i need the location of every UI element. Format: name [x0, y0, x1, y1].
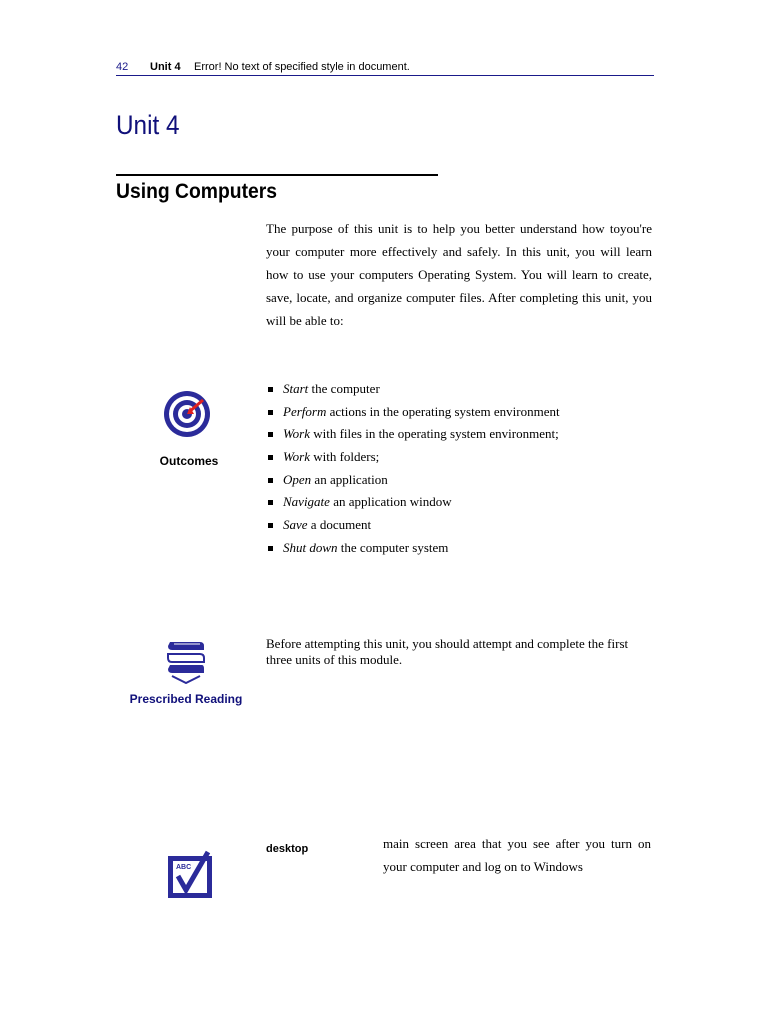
title-rule [116, 174, 438, 176]
list-item [266, 469, 656, 492]
list-item [266, 537, 656, 560]
outcome-text: a document [307, 517, 372, 533]
bullet-icon [268, 546, 273, 551]
outcome-text: with folders; [309, 449, 380, 465]
list-item [266, 446, 656, 469]
header-running-title: Error! No text of specified style in document. [194, 61, 410, 73]
outcome-verb: Shut down [283, 539, 338, 555]
prescribed-reading-text: Before attempting this unit, you should attempt and complete the first three units of this module. [266, 636, 629, 667]
list-item [266, 491, 656, 514]
bullet-icon [268, 500, 273, 505]
outcome-verb: Work [283, 449, 310, 465]
outcome-verb: Save [283, 517, 308, 533]
header-unit-label: Unit 4 [150, 61, 181, 73]
unit-title: Unit 4 [116, 110, 180, 140]
outcome-text: an application window [329, 494, 452, 510]
outcome-verb: Work [283, 426, 310, 442]
outcome-text: actions in the operating system environment [326, 403, 560, 419]
outcomes-icon-block [150, 386, 228, 468]
list-item [266, 401, 656, 424]
outcome-verb: Navigate [283, 494, 330, 510]
prescribed-reading-icon-block [124, 638, 248, 706]
glossary-definition: main screen area that you see after you turn on your computer and log on to Windows [383, 836, 651, 874]
outcomes-list [266, 378, 656, 560]
bullet-icon [268, 523, 273, 528]
abc-checkbox-icon [166, 850, 214, 900]
bullet-icon [268, 455, 273, 460]
outcome-text: an application [311, 471, 388, 487]
outcome-verb: Perform [283, 403, 327, 419]
list-item [266, 423, 656, 446]
abc-icon-label: ABC [176, 864, 192, 871]
bullet-icon [268, 432, 273, 437]
bullet-icon [268, 478, 273, 483]
outcome-text: the computer [308, 381, 380, 396]
bullet-icon [268, 410, 273, 415]
books-icon [164, 638, 208, 684]
header-rule [116, 75, 654, 76]
glossary-term: desktop [266, 843, 309, 855]
outcome-text: the computer system [337, 539, 449, 555]
list-item [266, 514, 656, 537]
outcome-verb: Open [283, 471, 312, 487]
list-item [266, 378, 656, 401]
outcomes-caption: Outcomes [159, 454, 219, 468]
page-number: 42 [116, 61, 129, 73]
terminology-icon-block [166, 850, 216, 900]
section-title: Using Computers [116, 180, 278, 203]
prescribed-reading-caption: Prescribed Reading [129, 692, 243, 706]
bullet-icon [268, 387, 273, 392]
outcome-verb: Start [283, 381, 309, 396]
target-icon [163, 386, 215, 440]
outcome-text: with files in the operating system environment; [309, 426, 559, 442]
intro-paragraph: The purpose of this unit is to help you better understand how toyou're your computer more effectively and safely. In this unit, you will learn how to use your computers Operating System. You will learn to create, save, locate, and organize computer files. After completing this unit, you will be able to: [266, 221, 652, 328]
